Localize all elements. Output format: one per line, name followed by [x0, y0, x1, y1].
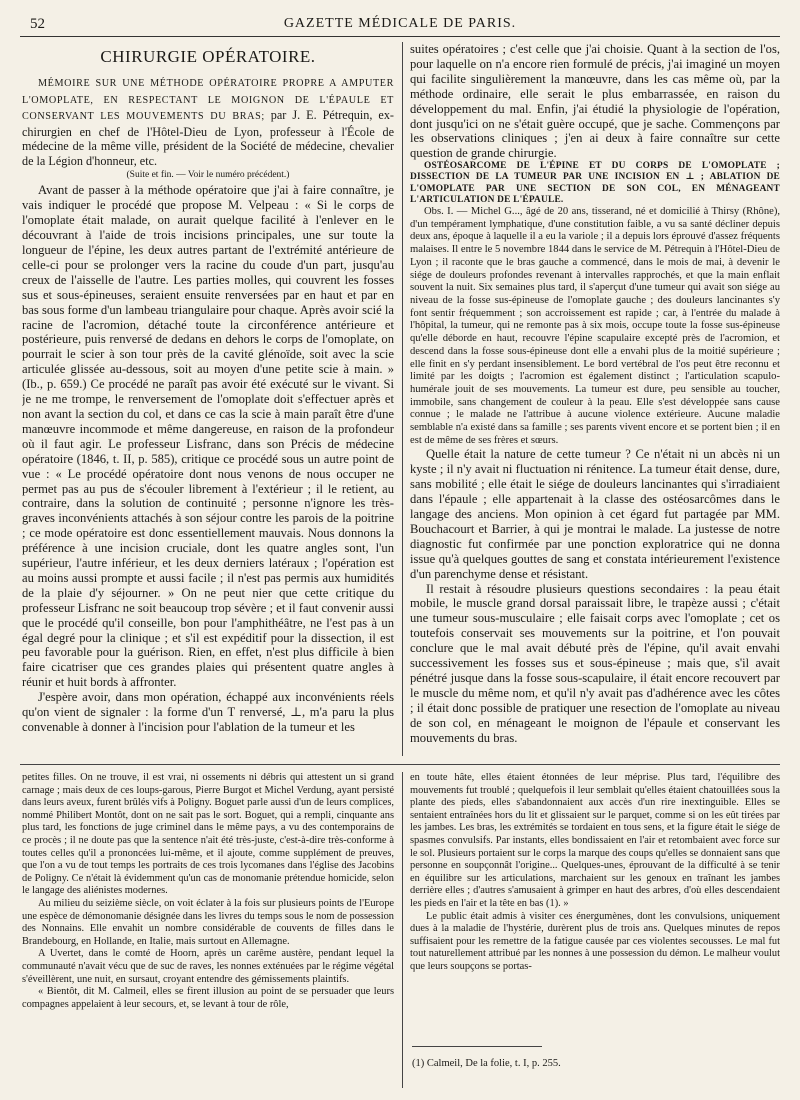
- paragraph: « Bientôt, dit M. Calmeil, elles se firent illusion au point de se persuader que leurs compagnes appelaient à leur secours, et, se levant à tour de rôle,: [22, 986, 394, 1010]
- paragraph: A Uvertet, dans le comté de Hoorn, après un carême austère, pendant lequel la communauté n'avait vécu que de suc de raves, les nonnes exténuées par le régime végétal s'éveillèrent, une nuit, en sursaut, croyant entendre des gémissements plaintifs.: [22, 948, 394, 985]
- page-header: [20, 14, 780, 37]
- feuilleton-rule: [20, 764, 780, 765]
- paragraph: petites filles. On ne trouve, il est vrai, ni ossements ni débris qui attestent un si grand carnage ; mais deux de ces loups-garous, Pierre Burgot et Michel Verdung, ayant persisté dans leurs aveux, furent brûlés vifs à Poligny. Boguet parle aussi d'un de leurs complices, nommé Philibert Montôt, dont on ne sait pas le sort. Boguet, qui a rempli, cinquante ans plus tard, les fonctions de juge criminel dans le même pays, a vu des contemporains de ce procès ; il ne doute pas que la sentence n'ait été très-juste, c'est-à-dire très-conforme à toutes celles qu'il a prononcées lui-même, et il ajoute, comme supplément de preuves, que l'on a vu de tout temps les portraits de ces trois lycomanes dans l'église des Jacobins de Poligny. Ce n'était là évidemment qu'un cas de monomanie prétendue homicide, selon le langage des aliénistes modernes.: [22, 772, 394, 897]
- footnote-rule: [412, 1046, 542, 1047]
- observation-text: Obs. I. — Michel G..., âgé de 20 ans, tisserand, né et domicilié à Thirsy (Rhône), d'un tempérament lymphatique, d'une constitution faible, a vu sa santé décliner depuis deux ans, époque à laquelle il a eu la variole ; il a depuis lors éprouvé d'assez fréquents malaises. Il entre le 5 novembre 1844 dans le service de M. Pétrequin à l'Hôtel-Dieu de Lyon ; il raconte que le bras gauche a commencé, dans le mois de mai, à devenir le siége de douleurs profondes revenant à intervalles rapprochés, et que la main enflait souvent la nuit. Six semaines plus tard, il s'aperçut d'une tumeur qui avait son siége au niveau de la fosse sus-épineuse de l'omoplate gauche ; des douleurs lancinantes s'y font sentir fréquemment ; son accroissement est rapide ; car, à l'entrée du malade à l'hôpital, la tumeur, qui ne remonte pas à six mois, occupe toute la fosse sus-épineuse qu'elle déborde en haut, recouvre l'épine scapulaire excepté près de l'acromion, et descend dans la fosse sous-épineuse dont elle a envahi plus de la moitié supérieure ; elle finit en s'y perdant insensiblement. Le bord vertébral de l'os peut être reconnu et limité par les doigts ; l'acromion est également distinct ; l'articulation scapulo-humérale jouit de ses mouvements. La tumeur est dure, peu sensible au toucher, immobile, sans changement de couleur à la peau. Elle s'est développée sans cause connue ; le malade ne l'attribue à aucune violence extérieure. Aucune maladie semblable n'a existé dans sa famille ; ses parents vivent encore et se portent bien ; il en est de même de ses frères et sœurs.: [410, 206, 780, 446]
- memoire-caps: MÉMOIRE SUR UNE MÉTHODE OPÉRATOIRE PROPRE A AMPUTER L'OMOPLATE, EN RESPECTANT LE MOIGNON DE L'ÉPAULE ET CONSERVANT LES MOUVEMENTS DU BRAS;: [22, 77, 394, 123]
- section-title: CHIRURGIE OPÉRATOIRE.: [100, 47, 316, 66]
- memoire-author: par J. E. Pétrequin, ex-chirurgien en chef de l'Hôtel-Dieu de Lyon, professeur à l'École de médecine de la même ville, président de la Société de médecine, chevalier de la Légion d'honneur, etc.: [22, 108, 394, 168]
- feuilleton-column-left: [22, 772, 394, 1088]
- column-rule-bottom: [402, 772, 403, 1088]
- paragraph: Le public était admis à visiter ces énergumènes, dont les convulsions, uniquement dues à la maladie de l'hystérie, durèrent plus de trois ans. Quelques minutes de repos suffisaient pour les remettre de la fatigue causée par ces violentes secousses. Le mal fut tout naturellement attribué par les nonnes à une possession du démon. Le malheur voulut que leurs soupçons se portas-: [410, 910, 780, 972]
- page-number: 52: [30, 16, 45, 32]
- paragraph: Quelle était la nature de cette tumeur ? Ce n'était ni un abcès ni un kyste ; il n'y avait ni fluctuation ni rénitence. La tumeur était dense, dure, sans mobilité ; elle était le siége de douleurs lancinantes qui s'irradiaient dans l'épaule ; elle appartenait à la classe des ostéosarcômes dans le langage des anciens. Mon opinion à cet égard fut partagée par MM. Bouchacourt et Barrier, à qui je montrai le malade. La justesse de notre diagnostic fut confirmée par une ponction exploratrice qui ne donna issue qu'à quelques gouttes de sang et constata intérieurement l'existence d'un parenchyme dense et résistant.: [410, 447, 780, 581]
- article-column-left: [22, 42, 394, 756]
- feuilleton-column-right: [410, 772, 780, 1042]
- paragraph: Au milieu du seizième siècle, on voit éclater à la fois sur plusieurs points de l'Europe une espèce de démonomanie désignée dans les livres du temps sous le nom de possession des Nonnains. Elle envahit un nombre considérable de couvents de filles dans le Brandebourg, en Hollande, en Italie, mais surtout en Allemagne.: [22, 897, 394, 947]
- paragraph: J'espère avoir, dans mon opération, échappé aux inconvénients réels qu'on vient de signaler : la forme d'un T renversé, ⊥, m'a paru la plus convenable à donner à l'incision pour l'ablation de la tumeur et les: [22, 690, 394, 734]
- paragraph: Il restait à résoudre plusieurs questions secondaires : la peau était mobile, le muscle grand dorsal paraissait libre, le trapèze aussi ; c'était une tumeur sous-musculaire ; elle faisait corps avec l'omoplate ; cet os toutefois conservait ses mouvements sur la poitrine, et l'on pouvait conclure que le mal avait débuté près de l'épine, qu'il avait envahi successivement les fosses sus et sous-épineuse ; mais que, s'il avait pénétré jusque dans la fosse sous-scapulaire, il était encore recouvert par le muscle du même nom, et qu'il n'y avait pas d'adhérence avec les côtes ; il était donc possible de pratiquer une resection de l'omoplate au niveau de son col, en ménageant le moignon de l'épaule et conservant les mouvements du bras.: [410, 581, 780, 745]
- column-rule-top: [402, 42, 403, 756]
- observation-heading: OSTÉOSARCOME DE L'ÉPINE ET DU CORPS DE L'OMOPLATE ; DISSECTION DE LA TUMEUR PAR UNE INCISION EN ⊥ ; ABLATION DE L'OMOPLATE PAR UNE SECTION DE SON COL, EN MÉNAGEANT L'ARTICULATION DE L'ÉPAULE.: [410, 161, 780, 205]
- memoire-title: [22, 75, 394, 169]
- running-head: GAZETTE MÉDICALE DE PARIS.: [283, 16, 517, 31]
- suite-note: (Suite et fin. — Voir le numéro précédent.): [126, 170, 290, 181]
- paragraph: Avant de passer à la méthode opératoire que j'ai à faire connaître, je vais indiquer le procédé que propose M. Velpeau : « Si le corps de l'omoplate était malade, on aurait quelque facilité à l'enlever en le découvrant à l'aide de trois incisions principales, une sur toute la longueur de l'épine, les deux autres partant de l'extrémité antérieure de celle-ci pour se prolonger vers la racine du coude d'un part, jusqu'au creux de l'aisselle de l'autre. Les parties molles, qui couvrent les fosses sus et sous-épineuses, seraient ensuite renversées par en haut et par en bas sous forme d'un lambeau triangulaire pour chaque. Après avoir scié la racine de l'acromion, détaché toute la circonférence antérieure et postérieure, puis renversé de dedans en dehors le corps de l'omoplate, on pourrait le scier à son tour près de la cavité glénoïde, soit avec la scie articulée glissée au-dessous, soit au moyen d'une petite scie à main. » (Ib., p. 659.) Ce procédé ne paraît pas avoir été exécuté sur le vivant. Si je ne me trompe, le renversement de l'omoplate doit s'effectuer après et non avant la section du col, et dans ce cas la scie à main paraît être d'une manœuvre incommode et même dangereuse, en raison de la profondeur où il faut agir. Le professeur Lisfranc, dans son Précis de médecine opératoire (1846, t. II, p. 585), critique ce procédé sous un autre point de vue : « Le procédé opératoire dont nous venons de nous occuper ne permet pas au pus de s'écouler librement à l'extérieur ; il le retient, au contraire, dans la solution de continuité ; personne n'ignore les très-graves inconvénients attachés à son séjour contre les parois de la poitrine ; ce mode opératoire est donc essentiellement mauvais. Nous donnons la préférence à une incision cruciale, dont les quatre angles sont, l'un supérieur, l'autre inférieur, et les deux derniers latéraux ; l'opération est au moins aussi prompte et aussi facile ; il n'est pas permis aux humidités de la plaie d'y séjourner. » On ne peut nier que cette critique du professeur Lisfranc ne soit beaucoup trop sévère ; et il faut convenir aussi que le procédé qu'il conseille, bon pour l'amphithéâtre, ne l'est pas à un égal degré pour la clinique ; et s'il est expéditif pour la dissection, il est peu favorable pour la guérison. Rien, en effet, n'est plus difficile à bien faire cicatriser que ces grandes plaies qui présentent quatre angles à réunir et huit bords à affronter.: [22, 183, 394, 690]
- footnote: (1) Calmeil, De la folie, t. I, p. 255.: [412, 1058, 561, 1069]
- article-column-right: [410, 42, 780, 756]
- paragraph: suites opératoires ; c'est celle que j'ai choisie. Quant à la section de l'os, pour laquelle on n'a encore rien formulé de précis, j'ai imaginé un moyen qui facilite singulièrement la manœuvre, dans les cas même où, par la méthode ordinaire, elle serait le plus embarrassée, en raison du développement du mal. Enfin, j'ai étudié la physiologie de l'opération, dont jusqu'ici on ne s'était guère occupé, que je sache. Commençons par les observations cliniques ; j'en ai deux à faire connaître sur cette question de grande chirurgie.: [410, 42, 780, 161]
- paragraph: en toute hâte, elles étaient étonnées de leur méprise. Plus tard, l'équilibre des mouvements fut troublé ; quelquefois il leur semblait qu'elles étaient chatouillées sous la plante des pieds, elles s'abandonnaient aux accès d'un rire inextinguible. Elles se sentaient entraînées hors du lit et glissaient sur le parquet, comme si on les eût tirées par les jambes. Les bras, les extrémités se tordaient en tous sens, et la figure était le siége de spasmes convulsifs. Par instants, elles bondissaient en l'air et retombaient avec force sur le sol. Plusieurs portaient sur le corps la marque des coups qu'elles se donnaient sans que personne en soupçonnât l'origine... Quelques-unes, éprouvant de la difficulté à se tenir en équilibre sur les articulations, marchaient sur les genoux en traînant les jambes derrière elles ; d'autres s'amusaient à grimper en haut des arbres, d'où elles descendaient les pieds en l'air et la tête en bas (1). »: [410, 772, 780, 909]
